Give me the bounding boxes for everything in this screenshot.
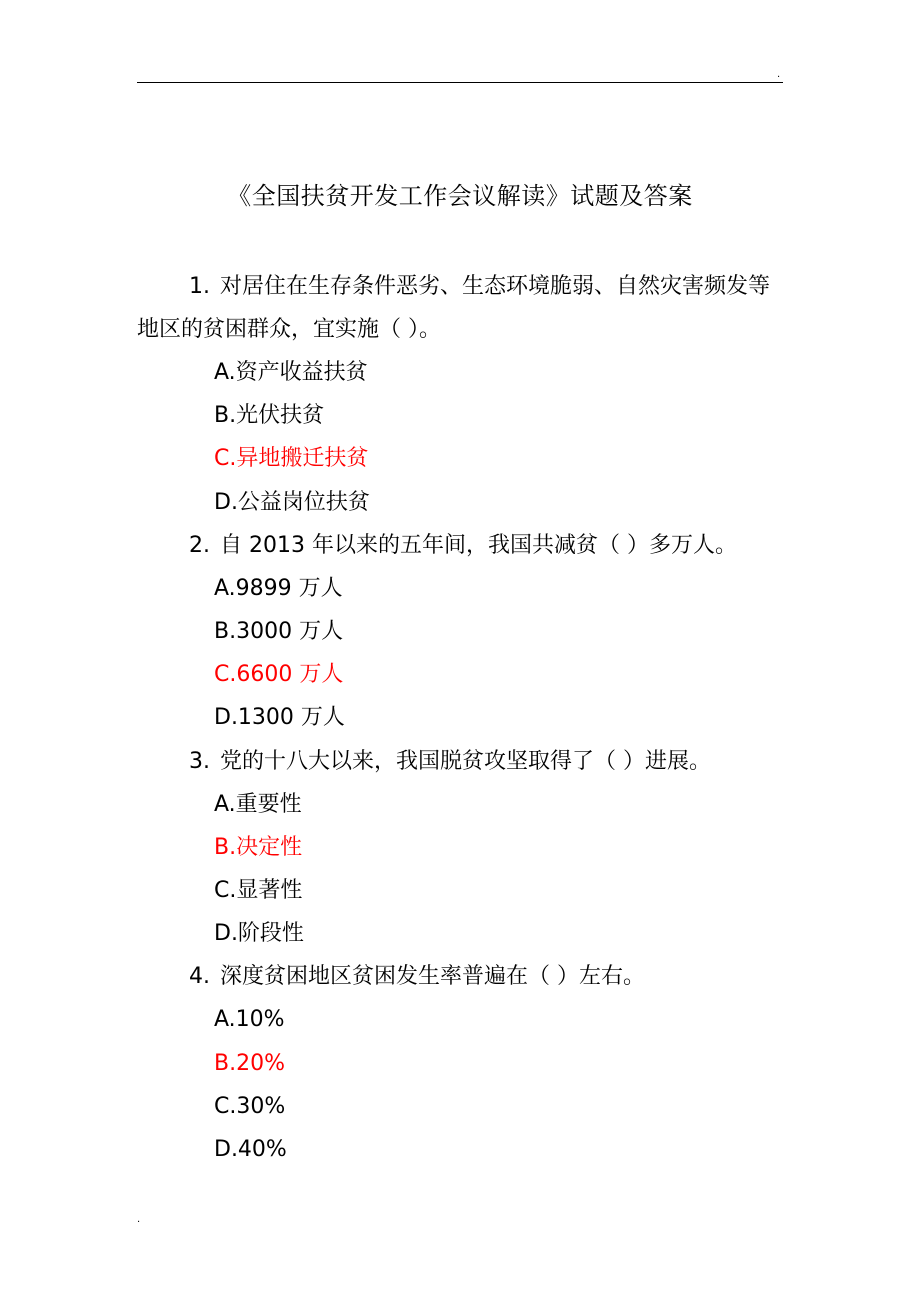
option-a: A.9899 万人 (214, 575, 343, 601)
option-a: A.资产收益扶贫 (214, 360, 368, 385)
question-1 (137, 265, 787, 524)
option-c-correct: C.异地搬迁扶贫 (214, 446, 369, 472)
question-number: 3. (189, 748, 210, 774)
option-a: A.重要性 (214, 791, 302, 817)
question-text: 对居住在生存条件恶劣、生态环境脆弱、自然灾害频发等地区的贫困群众，宜实施（ ）。 (137, 274, 771, 342)
option-d: D.阶段性 (214, 921, 304, 947)
footer-mark: . (137, 1214, 141, 1225)
option-d: D.1300 万人 (214, 705, 345, 731)
option-b: B.3000 万人 (214, 619, 344, 645)
question-number: 2. (189, 532, 210, 558)
option-a: A.10% (214, 1007, 285, 1033)
question-list (137, 265, 787, 1171)
option-b: B.光伏扶贫 (214, 403, 325, 429)
option-c-correct: C.6600 万人 (214, 662, 344, 688)
question-number: 1. (189, 274, 210, 299)
option-b-correct: B.决定性 (214, 834, 303, 860)
option-b-correct: B.20% (214, 1050, 285, 1076)
question-text: 自 2013 年以来的五年间，我国共减贫（ ）多万人。 (220, 532, 737, 558)
document-title: 《全国扶贫开发工作会议解读》试题及答案 (227, 182, 693, 210)
option-d: D.40% (214, 1137, 287, 1163)
question-text: 深度贫困地区贫困发生率普遍在（ ）左右。 (220, 964, 645, 990)
option-c: C.显著性 (214, 878, 303, 904)
question-text: 党的十八大以来，我国脱贫攻坚取得了（ ）进展。 (220, 748, 711, 774)
header-rule (137, 82, 783, 83)
header-mark: . (777, 69, 781, 80)
question-3 (137, 740, 787, 956)
question-2 (137, 524, 787, 740)
option-d: D.公益岗位扶贫 (214, 489, 370, 515)
question-number: 4. (189, 964, 210, 990)
question-4 (137, 955, 787, 1171)
option-c: C.30% (214, 1093, 286, 1119)
